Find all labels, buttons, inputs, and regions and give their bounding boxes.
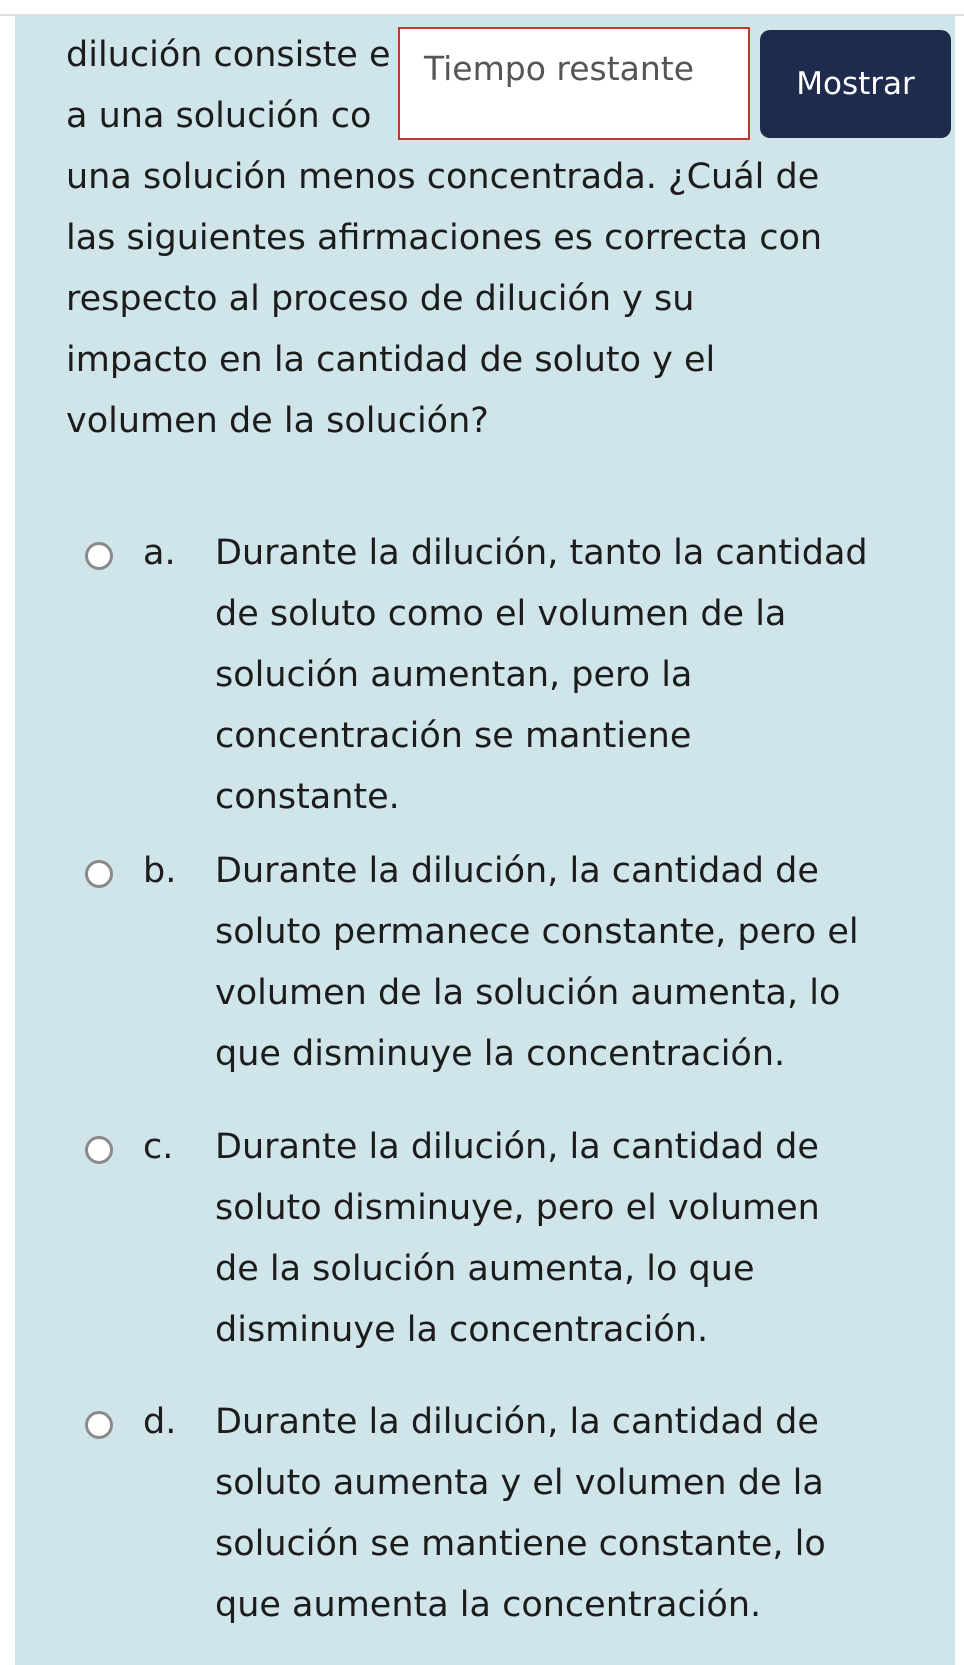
option-text-line: constante.	[215, 777, 400, 817]
option-text-c[interactable]	[215, 1117, 925, 1361]
question-text-line: una solución menos concentrada. ¿Cuál de	[66, 157, 820, 197]
option-text-line: de soluto como el volumen de la	[215, 594, 787, 634]
question-text-line: volumen de la solución?	[66, 401, 489, 441]
question-text-line: dilución consiste e	[66, 35, 391, 75]
option-text-line: volumen de la solución aumenta, lo	[215, 973, 841, 1013]
radio-button-a[interactable]	[85, 542, 113, 570]
option-text-b[interactable]	[215, 841, 925, 1085]
option-letter-c: c.	[143, 1127, 174, 1167]
option-text-line: solución se mantiene constante, lo	[215, 1524, 826, 1564]
question-text-line: respecto al proceso de dilución y su	[66, 279, 695, 319]
option-text-line: disminuye la concentración.	[215, 1310, 709, 1350]
time-remaining-box	[398, 27, 750, 140]
option-letter-a: a.	[143, 533, 176, 573]
option-text-a[interactable]	[215, 523, 925, 828]
time-remaining-label: Tiempo restante	[424, 49, 695, 88]
question-text-line: las siguientes afirmaciones es correcta con	[66, 218, 823, 258]
option-text-line: concentración se mantiene	[215, 716, 692, 756]
option-text-line: que disminuye la concentración.	[215, 1034, 786, 1074]
radio-button-d[interactable]	[85, 1411, 113, 1439]
option-text-line: soluto permanece constante, pero el	[215, 912, 859, 952]
question-text-line: a una solución co	[66, 96, 372, 136]
option-text-line: Durante la dilución, la cantidad de	[215, 1402, 819, 1442]
radio-button-b[interactable]	[85, 860, 113, 888]
option-letter-b: b.	[143, 851, 177, 891]
question-text-line: impacto en la cantidad de soluto y el	[66, 340, 716, 380]
option-text-line: de la solución aumenta, lo que	[215, 1249, 755, 1289]
show-timer-button[interactable]: Mostrar	[760, 30, 951, 138]
option-text-line: que aumenta la concentración.	[215, 1585, 762, 1625]
option-text-line: Durante la dilución, la cantidad de	[215, 1127, 819, 1167]
option-text-d[interactable]	[215, 1392, 925, 1636]
option-text-line: Durante la dilución, tanto la cantidad	[215, 533, 868, 573]
option-letter-d: d.	[143, 1402, 177, 1442]
option-text-line: solución aumentan, pero la	[215, 655, 693, 695]
option-text-line: soluto disminuye, pero el volumen	[215, 1188, 820, 1228]
option-text-line: soluto aumenta y el volumen de la	[215, 1463, 824, 1503]
option-text-line: Durante la dilución, la cantidad de	[215, 851, 819, 891]
radio-button-c[interactable]	[85, 1136, 113, 1164]
